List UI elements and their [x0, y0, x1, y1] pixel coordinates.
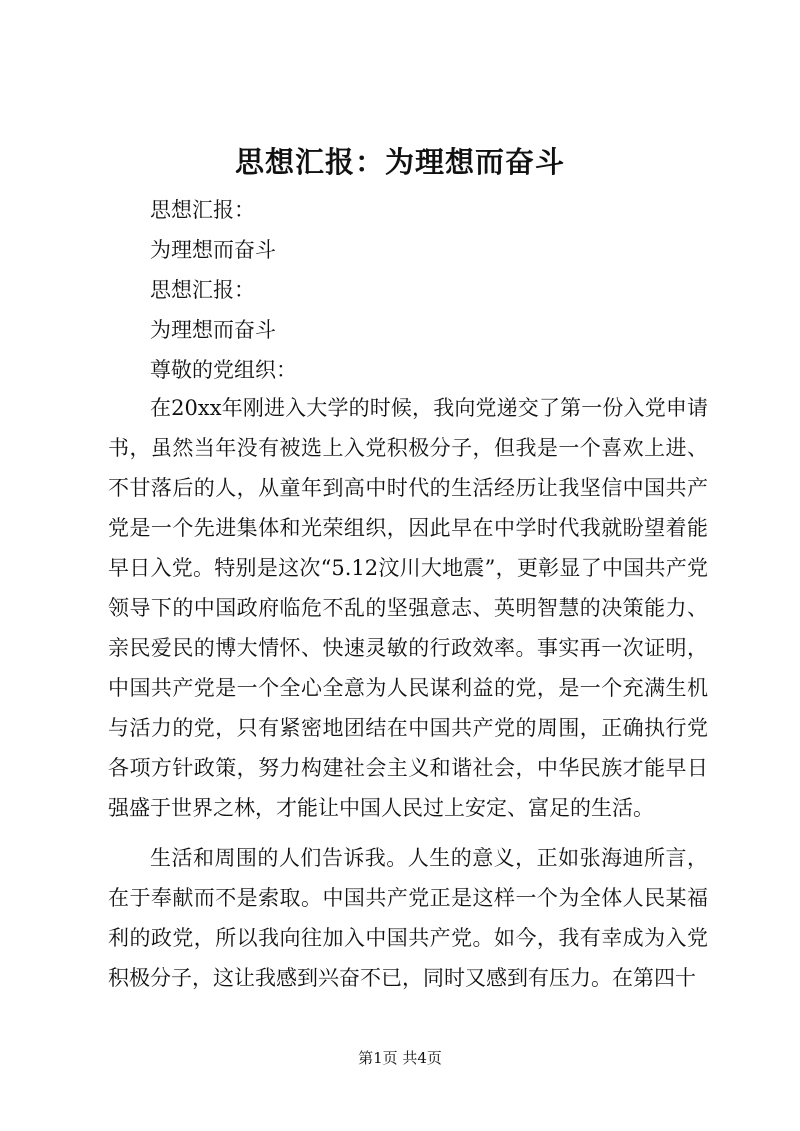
paragraph-1: 在20xx年刚进入大学的时候，我向党递交了第一份入党申请书，虽然当年没有被选上入党积极分子，但我是一个喜欢上进、不甘落后的人，从童年到高中时代的生活经历让我坚信中国共产党是一个先进集体和光荣组织，因此早在中学时代我就盼望着能早日入党。特别是这次“5.12汶川大地震”，更彰显了中国共产党领导下的中国政府临危不乱的坚强意志、英明智慧的决策能力、亲民爱民的博大情怀、快速灵敏的行政效率。事实再一次证明，中国共产党是一个全心全意为人民谋利益的党，是一个充满生机与活力的党，只有紧密地团结在中国共产党的周围，正确执行党各项方针政策，努力构建社会主义和谐社会，中华民族才能早日强盛于世界之林，才能让中国人民过上安定、富足的生活。: [108, 396, 708, 820]
document-title: 思想汇报：为理想而奋斗: [234, 145, 565, 179]
heading-line-3: 思想汇报：: [150, 278, 255, 302]
paragraph-2: 生活和周围的人们告诉我。人生的意义，正如张海迪所言，在于奉献而不是索取。中国共产党正是这样一个为全体人民某福利的政党，所以我向往加入中国共产党。如今，我有幸成为入党积极分子，这让我感到兴奋不已，同时又感到有压力。在第四十: [108, 846, 708, 990]
heading-lines: [150, 190, 710, 390]
heading-line-2: 为理想而奋斗: [150, 238, 276, 262]
heading-line-1: 思想汇报：: [150, 198, 255, 222]
page-footer: 第1页 共4页: [358, 1049, 442, 1067]
body-text: [108, 388, 708, 1008]
heading-line-4: 为理想而奋斗: [150, 318, 276, 342]
salutation: 尊敬的党组织：: [150, 358, 297, 382]
